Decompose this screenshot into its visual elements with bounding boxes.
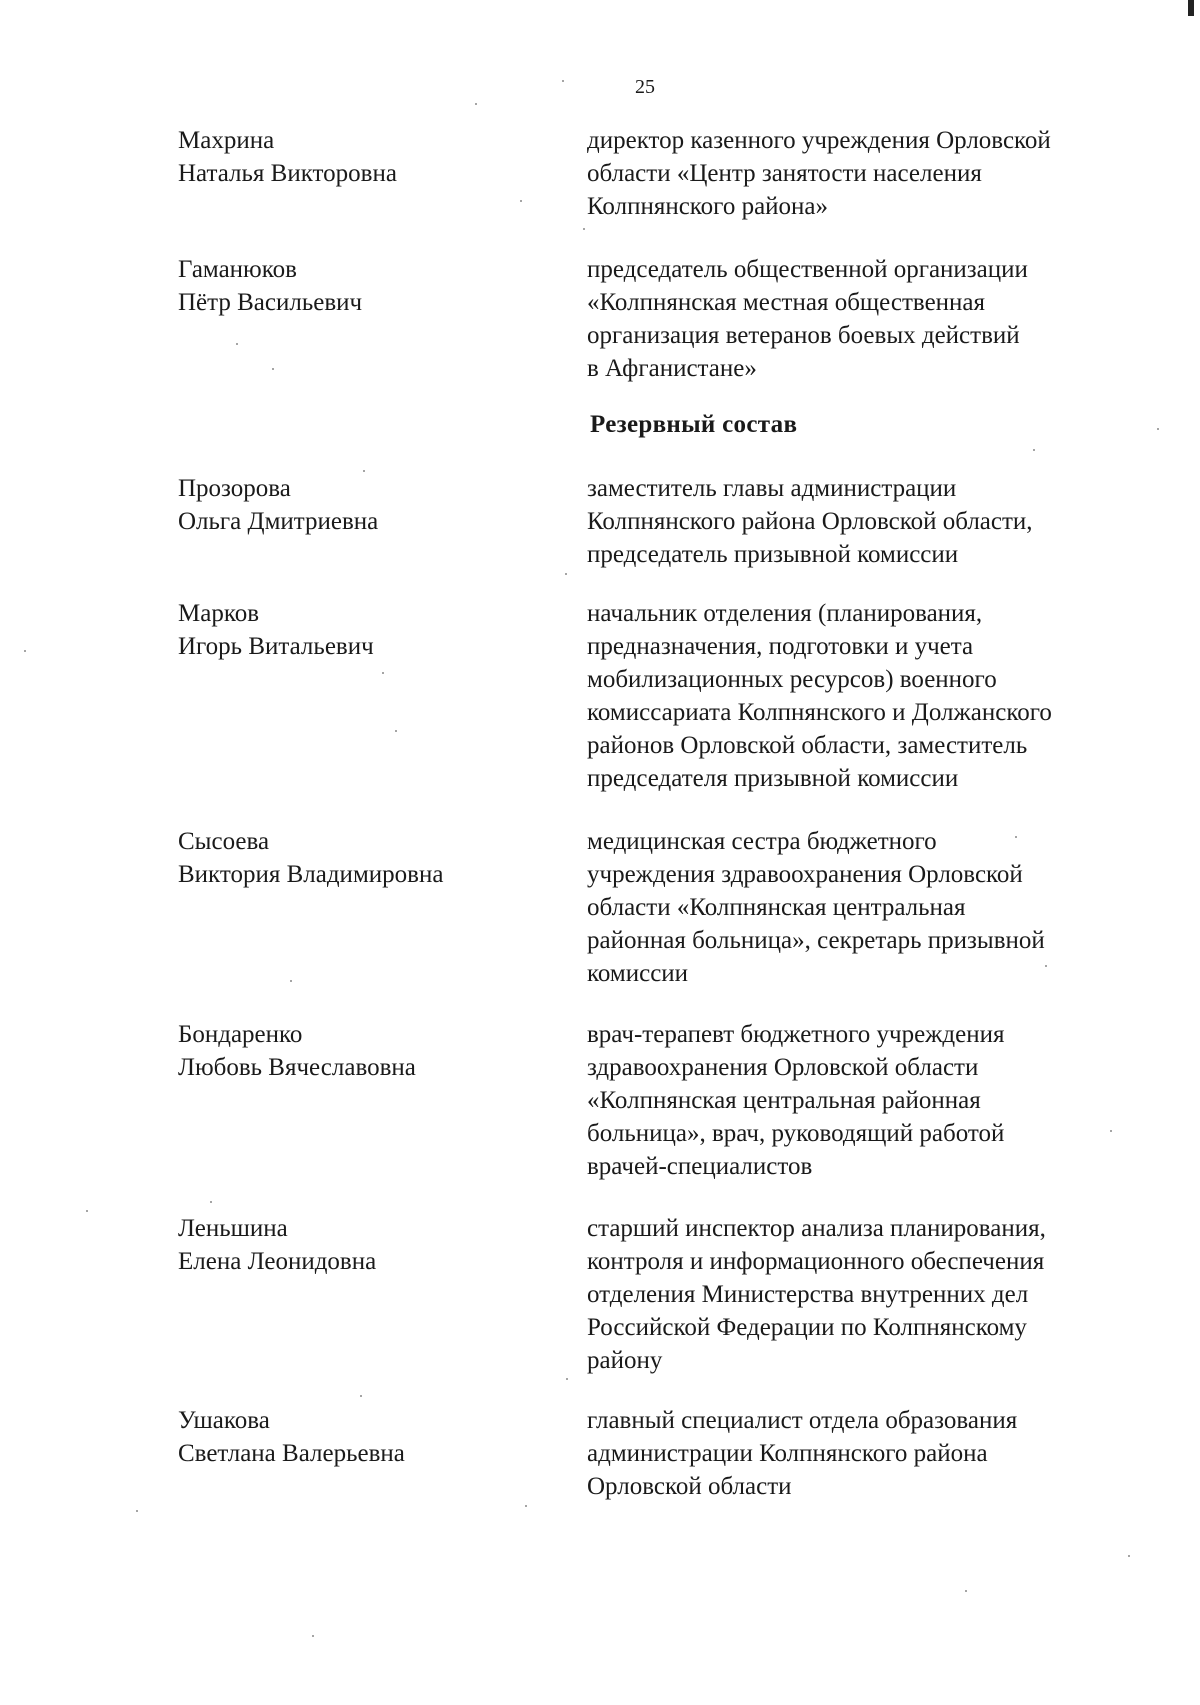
scan-speck bbox=[290, 980, 292, 982]
scan-speck bbox=[312, 1635, 314, 1637]
member-name: Ушакова Светлана Валерьевна bbox=[178, 1407, 405, 1467]
section-heading-reserve: Резервный состав bbox=[590, 411, 798, 438]
scan-speck bbox=[395, 730, 397, 732]
scan-speck bbox=[475, 103, 477, 105]
member-role: врач-терапевт бюджетного учреждения здравоохранения Орловской области «Колпнянская центральная районная больница», врач, руководящий работой врачей-специалистов bbox=[587, 1021, 1005, 1180]
scan-speck bbox=[360, 1395, 362, 1397]
member-name: Сысоева Виктория Владимировна bbox=[178, 828, 444, 888]
scan-speck bbox=[363, 470, 365, 472]
member-name: Гаманюков Пётр Васильевич bbox=[178, 256, 363, 316]
member-role: заместитель главы администрации Колпнянского района Орловской области, председатель призывной комиссии bbox=[587, 475, 1033, 568]
scan-speck bbox=[562, 80, 564, 82]
scan-speck bbox=[565, 573, 567, 575]
member-name: Махрина Наталья Викторовна bbox=[178, 127, 397, 187]
member-role: начальник отделения (планирования, предназначения, подготовки и учета мобилизационных ресурсов) военного комиссариата Колпнянского и Должанского районов Орловской области, заместитель председателя призывной комиссии bbox=[587, 600, 1052, 792]
member-role: медицинская сестра бюджетного учреждения здравоохранения Орловской области «Колпнянская центральная районная больница», секретарь призывной комиссии bbox=[587, 828, 1045, 987]
scan-speck bbox=[136, 1510, 138, 1512]
scan-speck bbox=[965, 1590, 967, 1592]
member-name: Прозорова Ольга Дмитриевна bbox=[178, 475, 379, 535]
scan-speck bbox=[86, 1210, 88, 1212]
member-role: директор казенного учреждения Орловской области «Центр занятости населения Колпнянского района» bbox=[587, 127, 1051, 220]
scan-speck bbox=[1157, 428, 1159, 430]
scan-speck bbox=[583, 228, 585, 230]
scan-speck bbox=[236, 343, 238, 345]
member-name: Бондаренко Любовь Вячеславовна bbox=[178, 1021, 416, 1081]
scan-speck bbox=[1110, 1130, 1112, 1132]
scan-speck bbox=[272, 368, 274, 370]
scan-speck bbox=[1015, 836, 1017, 838]
scan-speck bbox=[520, 200, 522, 202]
scan-speck bbox=[566, 1378, 568, 1380]
member-role: старший инспектор анализа планирования, контроля и информационного обеспечения отделения Министерства внутренних дел Российской Федерации по Колпнянскому району bbox=[587, 1215, 1046, 1374]
scan-speck bbox=[1033, 449, 1035, 451]
scan-speck bbox=[210, 1201, 212, 1203]
scan-speck bbox=[1045, 965, 1047, 967]
member-role: председатель общественной организации «Колпнянская местная общественная организация ветеранов боевых действий в Афганистане» bbox=[587, 256, 1028, 382]
scan-speck bbox=[24, 650, 26, 652]
scan-corner-mark bbox=[1188, 0, 1194, 16]
scan-speck bbox=[525, 1505, 527, 1507]
page-number: 25 bbox=[635, 76, 655, 98]
member-name: Леньшина Елена Леонидовна bbox=[178, 1215, 377, 1275]
member-name: Марков Игорь Витальевич bbox=[178, 600, 374, 660]
scan-speck bbox=[382, 672, 384, 674]
scan-speck bbox=[1128, 1555, 1130, 1557]
member-role: главный специалист отдела образования администрации Колпнянского района Орловской области bbox=[587, 1407, 1018, 1500]
